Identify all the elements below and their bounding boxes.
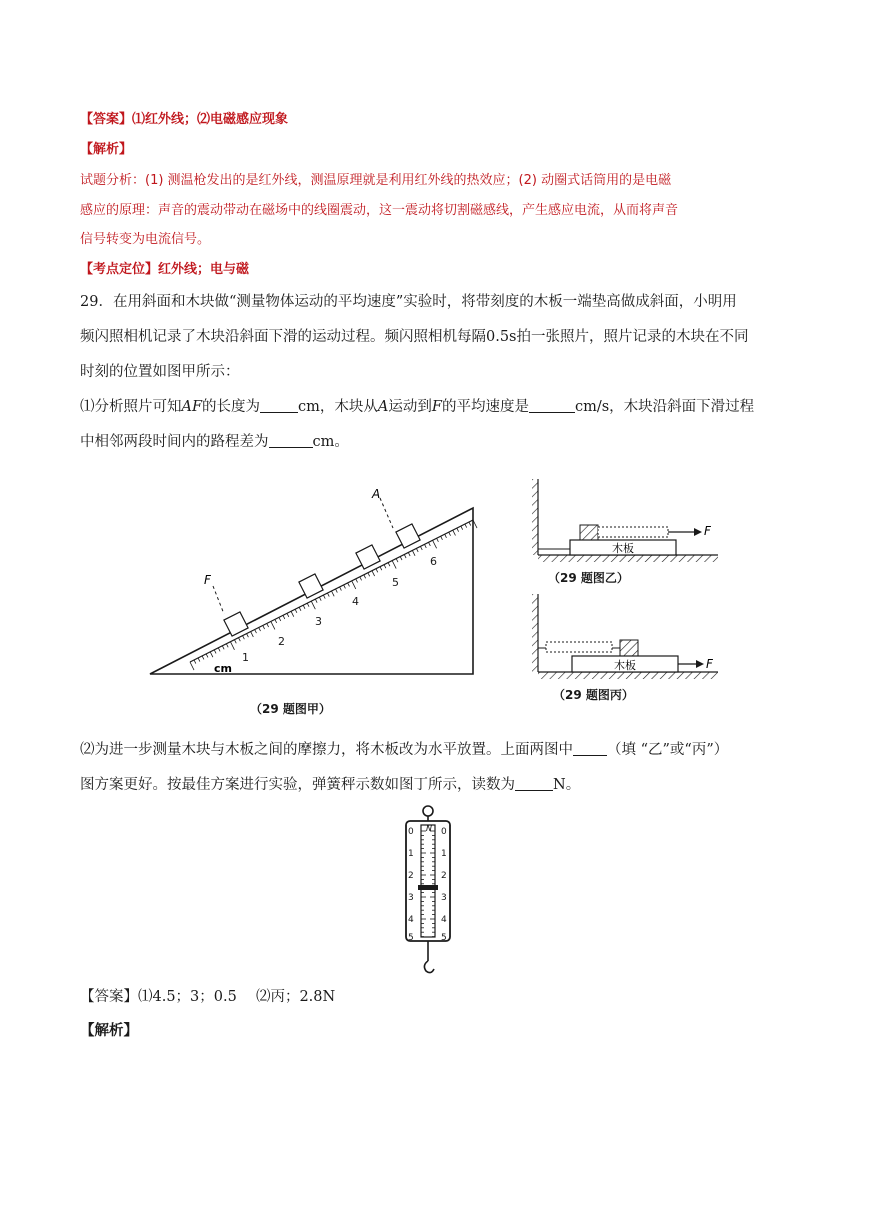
ruler-tick <box>465 524 467 528</box>
ruler-tick <box>384 565 386 569</box>
ruler-tick <box>348 583 350 587</box>
ruler-tick <box>190 662 194 670</box>
ruler-tick <box>344 585 346 589</box>
prev-answer-line: 【答案】⑴红外线；⑵电磁感应现象 <box>80 112 289 127</box>
part1-mid1: 的长度为 <box>202 399 261 415</box>
ruler-tick <box>408 552 410 556</box>
ruler-tick <box>198 658 200 662</box>
blank-af-length[interactable] <box>260 398 298 413</box>
q29-stem-line-3: 时刻的位置如图甲所示： <box>80 364 240 380</box>
ruler-mark-4: 4 <box>352 595 359 608</box>
board-label-bing: 木板 <box>614 659 636 672</box>
ruler-tick <box>380 567 382 571</box>
left-mark-5: 5 <box>408 933 414 943</box>
ruler-tick <box>340 587 342 591</box>
ruler-mark-3: 3 <box>315 615 322 628</box>
ruler-tick <box>412 550 415 555</box>
label-a: A <box>372 487 381 501</box>
block-3 <box>299 574 323 598</box>
ruler-mark-1: 1 <box>242 651 249 664</box>
ruler-tick <box>275 619 277 623</box>
ruler-tick <box>364 575 366 579</box>
force-label-bing: F <box>706 657 713 671</box>
ruler-tick <box>323 595 325 599</box>
ruler-tick <box>424 544 426 548</box>
point-f: F <box>431 399 442 415</box>
blank-scale-reading[interactable] <box>515 776 553 791</box>
ruler-tick <box>226 644 228 648</box>
ruler-tick <box>319 597 321 601</box>
ruler-tick <box>311 601 315 609</box>
ruler-tick <box>396 559 398 563</box>
ruler-tick <box>404 554 406 558</box>
point-a: A <box>377 399 389 415</box>
ruler-tick <box>469 522 471 526</box>
left-mark-3: 3 <box>408 893 414 903</box>
ruler-tick <box>247 634 249 638</box>
board-label-yi: 木板 <box>612 542 634 555</box>
figure-jia-incline <box>140 478 485 693</box>
ruler-tick <box>461 526 463 530</box>
ruler-tick <box>437 538 439 542</box>
prev-analysis-line-1: 试题分析：(1) 测温枪发出的是红外线，测温原理就是利用红外线的热效应；(2) 动圈式话筒用的是电磁 <box>80 173 672 188</box>
right-mark-0: 0 <box>441 827 447 837</box>
figure-bing <box>526 592 726 684</box>
ruler-tick <box>234 640 236 644</box>
prev-analysis-line-3: 信号转变为电流信号。 <box>80 232 211 247</box>
part1-line2-unit: cm。 <box>312 434 349 450</box>
segment-af: AF <box>181 399 203 415</box>
right-mark-5: 5 <box>441 933 447 943</box>
ruler-tick <box>368 573 370 577</box>
ruler-tick <box>291 611 294 616</box>
caption-jia: （29 题图甲） <box>250 702 331 716</box>
q29-part1-line-2 <box>80 432 349 452</box>
ruler-tick <box>271 621 275 629</box>
q29-part2-line-1 <box>80 740 728 760</box>
ruler-tick <box>356 579 358 583</box>
right-mark-4: 4 <box>441 915 447 925</box>
ruler-tick <box>352 581 356 589</box>
ruler-tick <box>336 589 338 593</box>
hook-icon <box>424 961 434 973</box>
unit-cm: cm，木块从 <box>298 399 378 415</box>
part1-mid3: 的平均速度是 <box>441 399 529 415</box>
ruler-tick <box>259 628 261 632</box>
part2-line1-prefix: ⑵为进一步测量木块与木板之间的摩擦力，将木板改为水平放置。上面两图中 <box>80 742 573 758</box>
ruler-tick <box>392 561 396 569</box>
ruler-unit: cm <box>214 662 232 675</box>
q29-answer-line: 【答案】⑴4.5；3；0.5 ⑵丙；2.8N <box>80 989 336 1005</box>
ruler-mark-5: 5 <box>392 576 399 589</box>
ruler-tick <box>307 603 309 607</box>
ruler-tick <box>372 571 375 576</box>
ruler-tick <box>243 636 245 640</box>
right-mark-1: 1 <box>441 849 447 859</box>
ruler-tick <box>283 615 285 619</box>
figure-yi <box>526 477 726 569</box>
right-mark-2: 2 <box>441 871 447 881</box>
caption-bing: （29 题图丙） <box>553 688 634 702</box>
ruler-tick <box>287 613 289 617</box>
ruler-tick <box>210 652 213 657</box>
ruler-tick <box>267 623 269 627</box>
ruler-tick <box>433 540 437 548</box>
blank-distance-difference[interactable] <box>269 433 313 448</box>
caption-yi: （29 题图乙） <box>548 571 629 585</box>
ruler-mark-6: 6 <box>430 555 437 568</box>
ruler-tick <box>214 650 216 654</box>
unit-cms: cm/s，木块沿斜面下滑过程 <box>574 399 755 415</box>
ruler-tick <box>279 617 281 621</box>
left-mark-0: 0 <box>408 827 414 837</box>
ruler-tick <box>239 638 241 642</box>
ruler-tick <box>255 630 257 634</box>
part2-line2-prefix: 图方案更好。按最佳方案进行实验，弹簧秤示数如图丁所示，读数为 <box>80 777 515 793</box>
ruler-tick <box>194 660 196 664</box>
figure-ding-spring-scale <box>396 803 460 977</box>
ruler-tick <box>449 532 451 536</box>
ruler-tick <box>445 534 447 538</box>
ruler-mark-2: 2 <box>278 635 285 648</box>
ruler-tick <box>251 632 254 637</box>
prev-analysis-heading: 【解析】 <box>80 142 133 157</box>
q29-analysis-heading: 【解析】 <box>80 1022 138 1039</box>
q29-part1-line-1 <box>80 397 754 417</box>
ruler-tick <box>360 577 362 581</box>
blank-average-speed[interactable] <box>529 398 575 413</box>
q29-stem-line-2: 频闪照相机记录了木块沿斜面下滑的运动过程。频闪照相机每隔0.5s拍一张照片，照片记录的木块在不同 <box>80 329 749 345</box>
ruler-tick <box>376 569 378 573</box>
ruler-tick <box>416 548 418 552</box>
block-a <box>396 524 420 548</box>
ruler-tick <box>332 591 335 596</box>
part2-line2-suffix: N。 <box>553 777 581 793</box>
ruler-tick <box>400 557 402 561</box>
ruler-tick <box>230 642 234 650</box>
part1-line2-prefix: 中相邻两段时间内的路程差为 <box>80 434 269 450</box>
right-mark-3: 3 <box>441 893 447 903</box>
ruler-tick <box>222 646 224 650</box>
part1-mid2: 运动到 <box>388 399 432 415</box>
ruler-tick <box>206 654 208 658</box>
ruler-tick <box>327 593 329 597</box>
left-mark-2: 2 <box>408 871 414 881</box>
blank-better-scheme[interactable] <box>573 741 607 756</box>
scale-unit-n: N <box>426 824 432 833</box>
label-f: F <box>204 573 211 587</box>
ruler-tick <box>441 536 443 540</box>
ruler-tick <box>202 656 204 660</box>
part1-prefix: ⑴分析照片可知 <box>80 399 182 415</box>
ruler-tick <box>303 605 305 609</box>
ruler-tick <box>388 563 390 567</box>
ruler-tick <box>429 542 431 546</box>
ruler-tick <box>263 625 265 629</box>
ruler-tick <box>457 528 459 532</box>
q29-stem-line-1: 29．在用斜面和木块做“测量物体运动的平均速度”实验时，将带刻度的木板一端垫高做成斜面，小明用 <box>80 294 737 310</box>
scale-pointer <box>418 885 438 890</box>
left-mark-4: 4 <box>408 915 414 925</box>
block-f <box>224 612 248 636</box>
ruler-tick <box>420 546 422 550</box>
prev-analysis-line-2: 感应的原理：声音的震动带动在磁场中的线圈震动，这一震动将切割磁感线，产生感应电流，从而将声音 <box>80 203 679 218</box>
ruler-tick <box>453 530 456 535</box>
force-label-yi: F <box>704 524 711 538</box>
left-mark-1: 1 <box>408 849 414 859</box>
part2-line1-suffix: （填 “乙”或“丙”） <box>607 742 729 758</box>
ruler-tick <box>218 648 220 652</box>
ruler-tick <box>295 609 297 613</box>
q29-part2-line-2 <box>80 775 580 795</box>
prev-topic-line: 【考点定位】红外线；电与磁 <box>80 262 250 277</box>
ruler-tick <box>315 599 317 603</box>
ruler-tick <box>299 607 301 611</box>
